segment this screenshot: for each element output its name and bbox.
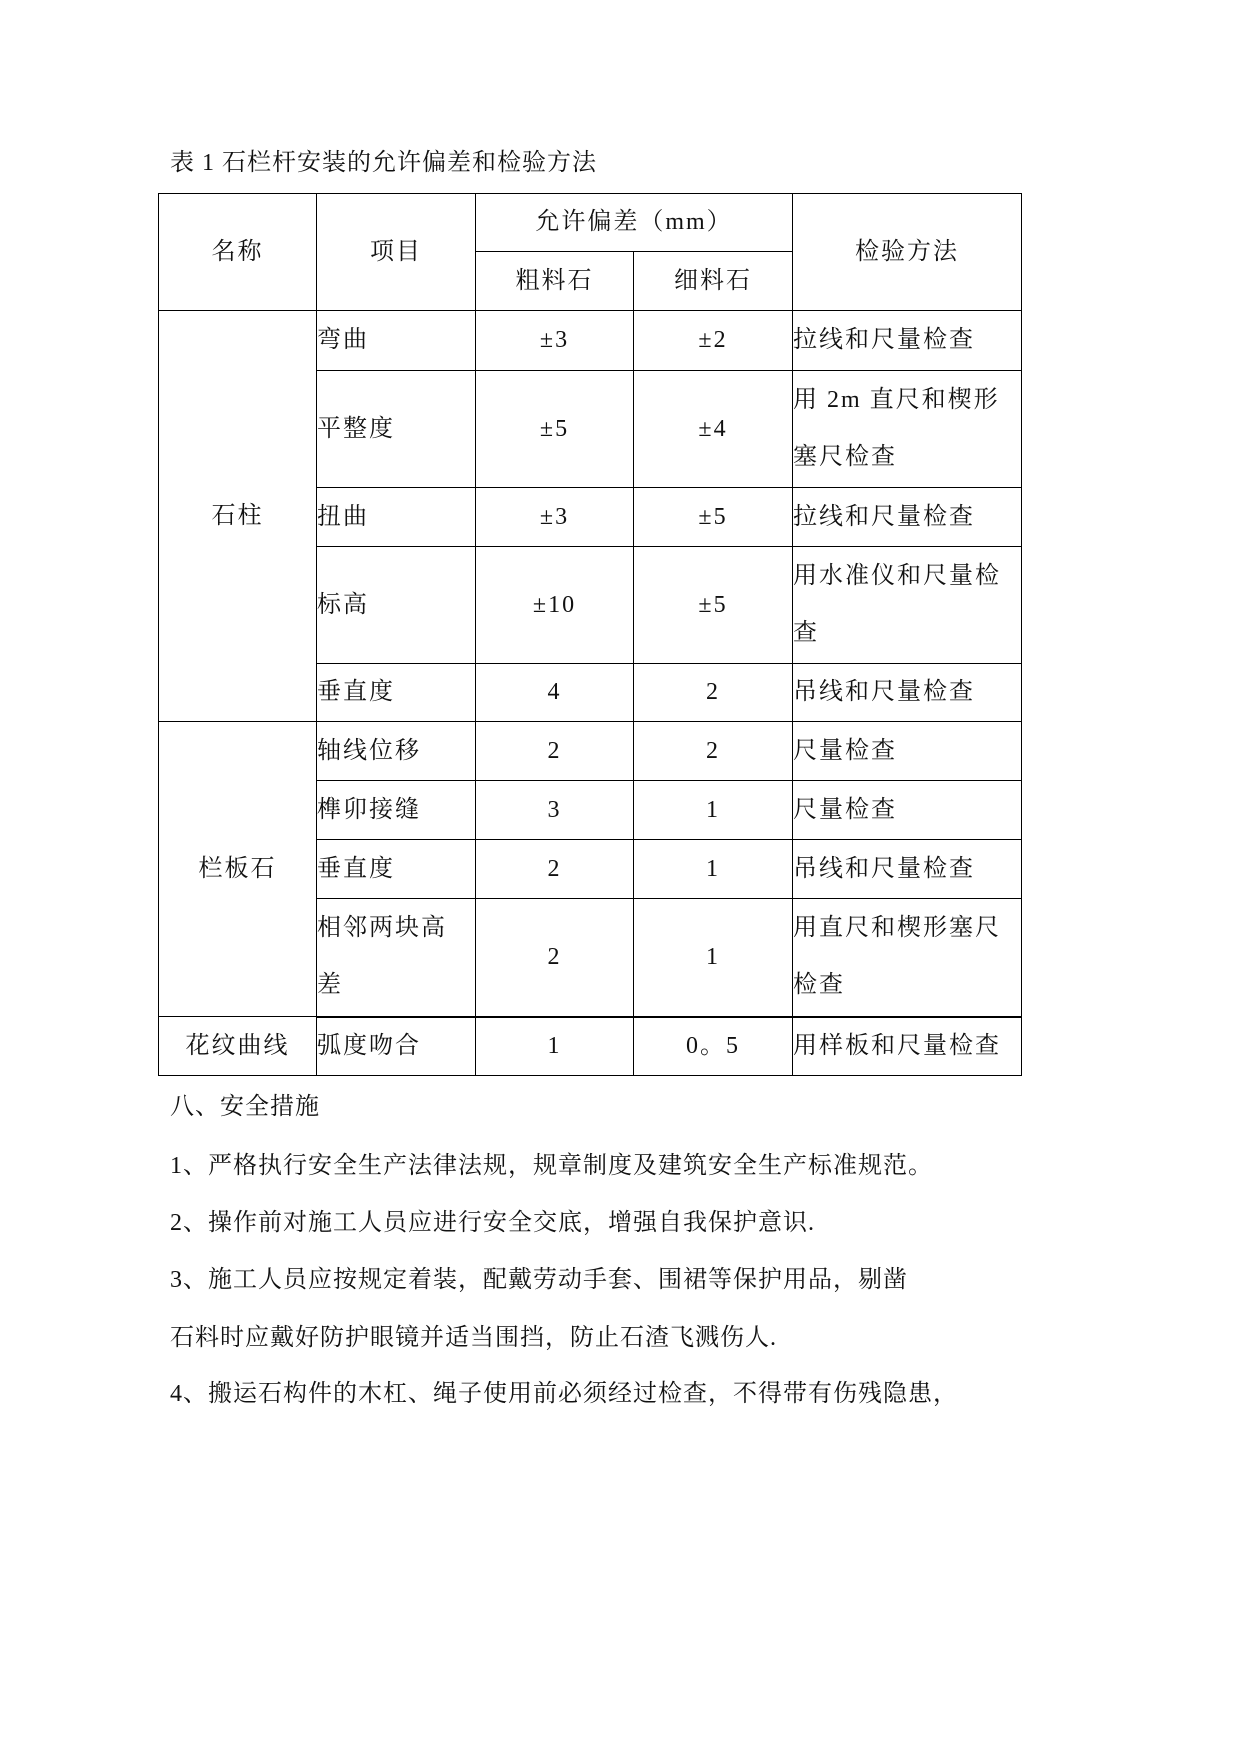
- table-row: [159, 311, 1022, 371]
- fine-cell: 1: [634, 781, 793, 840]
- method-cell: [793, 840, 1022, 899]
- section-line: 1、严格执行安全生产法律法规，规章制度及建筑安全生产标准规范。: [170, 1153, 933, 1179]
- method-cell: [793, 547, 1022, 664]
- method-cell: [793, 371, 1022, 488]
- item-text: 垂直度: [317, 679, 395, 705]
- header-item: 项目: [317, 194, 476, 311]
- section-heading: 八、安全措施: [170, 1094, 320, 1120]
- method-text: 用样板和尺量检查: [793, 1032, 1001, 1059]
- fine-cell: 2: [634, 722, 793, 781]
- method-cell: [793, 664, 1022, 722]
- table-header-row: [159, 194, 1022, 252]
- coarse-cell: 3: [476, 781, 634, 840]
- item-text: 垂直度: [317, 855, 395, 882]
- coarse-cell: ±10: [476, 547, 634, 664]
- fine-cell: ±5: [634, 547, 793, 664]
- coarse-cell: 2: [476, 899, 634, 1017]
- fine-cell: ±2: [634, 311, 793, 371]
- method-text: 拉线和尺量检查: [793, 327, 975, 353]
- section-line: 4、搬运石构件的木杠、绳子使用前必须经过检查，不得带有伤残隐患，: [170, 1381, 958, 1407]
- item-text: 相邻两块高差: [317, 915, 447, 999]
- coarse-cell: 2: [476, 840, 634, 899]
- method-text: 拉线和尺量检查: [793, 503, 975, 530]
- group-name-cell: 花纹曲线: [159, 1017, 317, 1076]
- item-cell: [317, 840, 476, 899]
- method-cell: [793, 311, 1022, 371]
- item-text: 弯曲: [317, 327, 369, 353]
- fine-cell: 1: [634, 840, 793, 899]
- table-row: [159, 1017, 1022, 1076]
- fine-cell: 1: [634, 899, 793, 1017]
- method-text: 尺量检查: [793, 737, 897, 764]
- method-cell: [793, 899, 1022, 1017]
- item-cell: [317, 547, 476, 664]
- item-text: 扭曲: [317, 503, 369, 530]
- header-deviation: 允许偏差（mm）: [476, 194, 793, 252]
- coarse-cell: ±3: [476, 311, 634, 371]
- group-name-cell: 石柱: [159, 311, 317, 722]
- header-fine: 细料石: [634, 252, 793, 311]
- header-coarse: 粗料石: [476, 252, 634, 311]
- item-cell: [317, 781, 476, 840]
- coarse-cell: 1: [476, 1017, 634, 1076]
- fine-cell: 2: [634, 664, 793, 722]
- item-cell: [317, 722, 476, 781]
- method-text: 用直尺和楔形塞尺检查: [793, 915, 1001, 999]
- fine-cell: ±4: [634, 371, 793, 488]
- header-method: 检验方法: [793, 194, 1022, 311]
- item-cell: [317, 664, 476, 722]
- item-text: 轴线位移: [317, 737, 421, 764]
- method-cell: [793, 781, 1022, 840]
- method-text: 尺量检查: [793, 796, 897, 823]
- coarse-cell: 2: [476, 722, 634, 781]
- method-cell: [793, 722, 1022, 781]
- item-cell: [317, 899, 476, 1017]
- item-text: 弧度吻合: [317, 1032, 421, 1059]
- item-text: 榫卯接缝: [317, 796, 421, 823]
- group-name-cell: 栏板石: [159, 722, 317, 1017]
- item-text: 标高: [317, 591, 369, 618]
- item-cell: [317, 371, 476, 488]
- method-text: 吊线和尺量检查: [793, 855, 975, 882]
- table-row: [159, 722, 1022, 781]
- table-caption: 表 1 石栏杆安装的允许偏差和检验方法: [170, 150, 597, 176]
- section-line: 3、施工人员应按规定着装，配戴劳动手套、围裙等保护用品，剔凿: [170, 1267, 908, 1293]
- item-cell: [317, 1017, 476, 1076]
- section-line: 2、操作前对施工人员应进行安全交底，增强自我保护意识.: [170, 1210, 815, 1236]
- item-text: 平整度: [317, 415, 395, 442]
- coarse-cell: ±5: [476, 371, 634, 488]
- fine-cell: 0。5: [634, 1017, 793, 1076]
- header-name: 名称: [159, 194, 317, 311]
- deviation-table: [158, 193, 1022, 1076]
- method-text: 用水准仪和尺量检查: [793, 563, 1001, 646]
- fine-cell: ±5: [634, 488, 793, 547]
- coarse-cell: ±3: [476, 488, 634, 547]
- method-cell: [793, 488, 1022, 547]
- item-cell: [317, 311, 476, 371]
- coarse-cell: 4: [476, 664, 634, 722]
- section-line: 石料时应戴好防护眼镜并适当围挡，防止石渣飞溅伤人.: [170, 1325, 777, 1351]
- item-cell: [317, 488, 476, 547]
- method-cell: [793, 1017, 1022, 1076]
- method-text: 用 2m 直尺和楔形塞尺检查: [793, 387, 1000, 470]
- method-text: 吊线和尺量检查: [793, 679, 975, 705]
